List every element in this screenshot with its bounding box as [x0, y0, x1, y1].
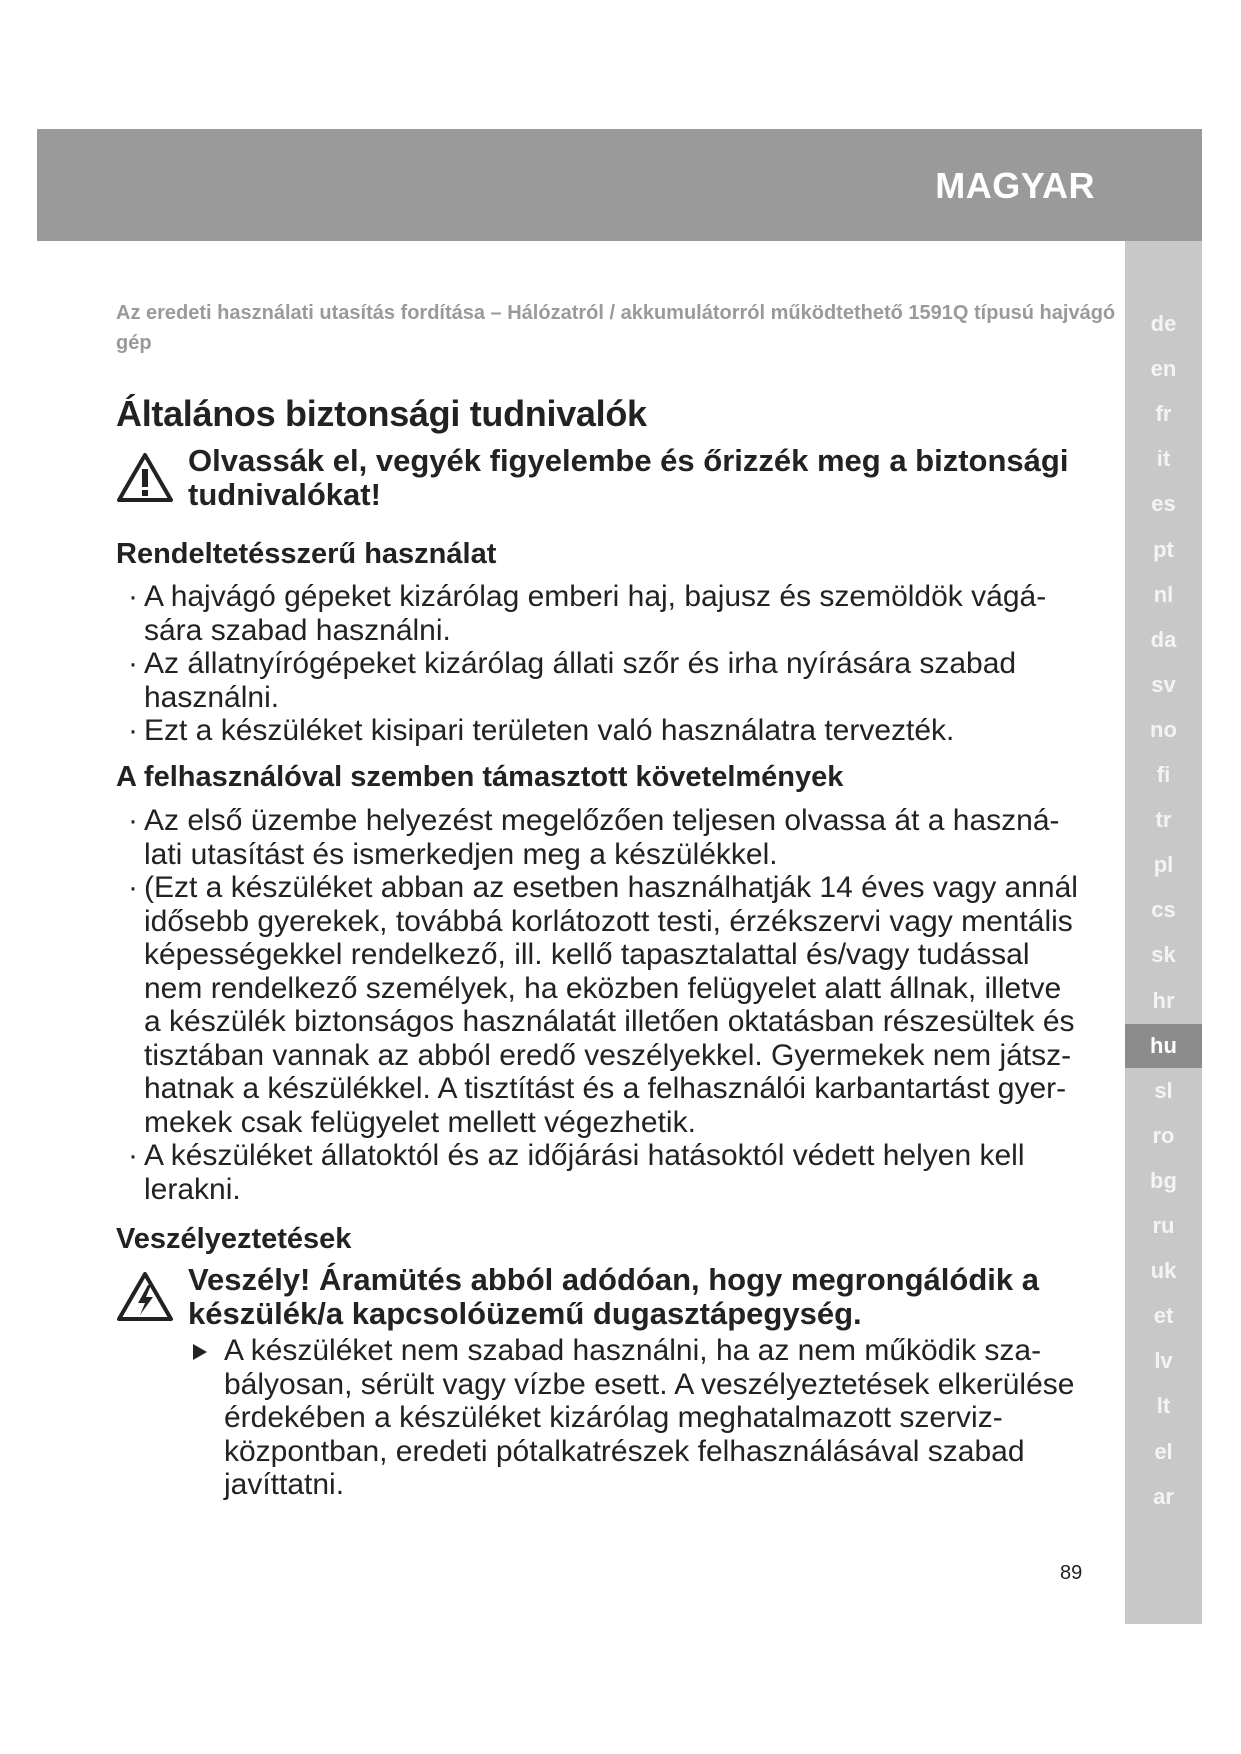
section-heading-user-requirements: A felhasználóval szemben támasztott követelmények [116, 761, 844, 793]
safety-warning-text: Olvassák el, vegyék figyelembe és őrizzék meg a biztonsági tudnivalókat! [188, 443, 1069, 512]
language-tab-sv[interactable]: sv [1151, 671, 1176, 697]
section-heading-intended-use: Rendeltetésszerű használat [116, 538, 497, 570]
language-tab-lt[interactable]: lt [1156, 1393, 1171, 1419]
language-tab-pt[interactable]: pt [1153, 536, 1174, 562]
list-item: A készüléket nem szabad használni, ha az nem működik sza- bályosan, sérült vagy vízbe esett. A veszélyeztetések elkerülése érdekében a készüléket kizárólag meghatalmazott szerviz- központban, eredeti pótalkatrészek felhasználásával szabad javíttatni. [192, 1334, 1092, 1502]
language-tab-sk[interactable]: sk [1151, 942, 1176, 968]
language-tab-fi[interactable]: fi [1156, 762, 1171, 787]
list-item: · A készüléket állatoktól és az időjárási hatásoktól védett helyen kell lerakni. [128, 1139, 1025, 1206]
language-tab-ar[interactable]: ar [1153, 1483, 1174, 1509]
danger-warning-text: Veszély! Áramütés abból adódóan, hogy megrongálódik a készülék/a kapcsolóüzemű dugasztápegység. [188, 1262, 1039, 1331]
hazards-instruction-list [192, 1334, 1092, 1502]
arrow-right-icon [192, 1343, 208, 1361]
language-tab-de[interactable]: de [1150, 311, 1177, 336]
list-item: · (Ezt a készüléket abban az esetben használhatják 14 éves vagy annál idősebb gyerekek, továbbá korlátozott testi, érzékszervi vagy mentális képességekkel rendelkező, ill. kellő tapasztalattal és/vagy tudással nem rendelkező személyek, ha eközben felügyelet alatt állnak, illetve a készülék biztonságos használatát illetően oktatásban részesültek és tisztában vannak az abból eredő veszélyekkel. Gyermekek nem játsz- hatnak a készülékkel. A tisztítást és a felhasználói karbantartást gyer- mekek csak felügyelet mellett végezhetik. [128, 871, 1078, 1139]
section-heading-hazards: Veszélyeztetések [116, 1223, 352, 1255]
language-tab-hr[interactable]: hr [1152, 987, 1175, 1013]
language-tab-el[interactable]: el [1154, 1438, 1173, 1464]
list-item: · Ezt a készüléket kisipari területen való használatra tervezték. [128, 714, 955, 747]
language-tab-pl[interactable]: pl [1153, 852, 1174, 878]
page-number: 89 [1060, 1562, 1083, 1584]
warning-triangle-icon [116, 452, 174, 504]
language-tab-cs[interactable]: cs [1151, 897, 1176, 923]
language-tab-it[interactable]: it [1156, 446, 1171, 472]
language-tab-lv[interactable]: lv [1154, 1348, 1173, 1374]
language-tab-en[interactable]: en [1150, 356, 1177, 382]
language-index-sidebar [1125, 241, 1202, 1624]
language-header-bar [37, 129, 1202, 241]
language-tab-et[interactable]: et [1153, 1303, 1174, 1329]
list-item: · A hajvágó gépeket kizárólag emberi haj, bajusz és szemöldök vágá- sára szabad használni. [128, 580, 1047, 647]
language-tab-fr[interactable]: fr [1155, 401, 1172, 427]
language-tab-bg[interactable]: bg [1150, 1167, 1177, 1193]
language-tab-no[interactable]: no [1150, 716, 1177, 742]
list-item: · Az állatnyírógépeket kizárólag állati szőr és irha nyírására szabad használni. [128, 647, 1017, 714]
intended-use-list [128, 580, 1098, 748]
language-tab-da[interactable]: da [1150, 626, 1177, 652]
document-subtitle: Az eredeti használati utasítás fordítása – Hálózatról / akkumulátorról működtethető 1591Q típusú hajvágó gép [116, 302, 1116, 354]
language-tab-tr[interactable]: tr [1155, 807, 1172, 833]
language-tab-sl[interactable]: sl [1154, 1077, 1173, 1103]
language-tab-nl[interactable]: nl [1153, 581, 1174, 607]
language-tab-hu[interactable]: hu [1125, 1024, 1202, 1068]
section-heading-general-safety: Általános biztonsági tudnivalók [116, 393, 647, 434]
language-tab-uk[interactable]: uk [1150, 1258, 1177, 1284]
language-tab-ro[interactable]: ro [1152, 1122, 1175, 1148]
language-title: MAGYAR [935, 165, 1095, 206]
language-tab-es[interactable]: es [1151, 491, 1176, 517]
electric-hazard-icon [116, 1271, 174, 1323]
language-tab-ru[interactable]: ru [1152, 1213, 1175, 1238]
list-item: · Az első üzembe helyezést megelőzően teljesen olvassa át a haszná- lati utasítást és ismerkedjen meg a készülékkel. [128, 804, 1060, 871]
user-requirements-list [128, 804, 1098, 1206]
